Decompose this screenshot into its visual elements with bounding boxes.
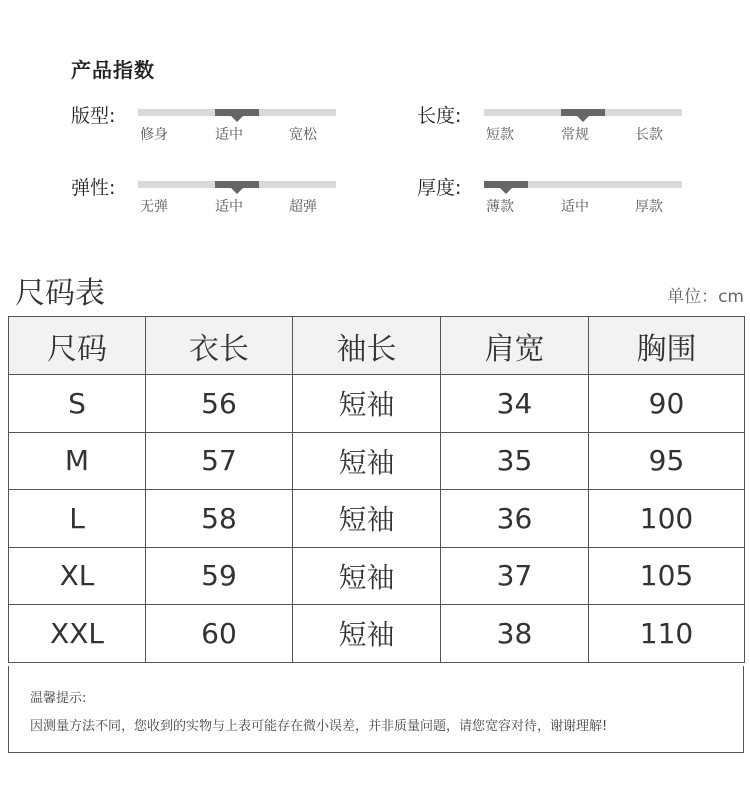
cell-chest: 90: [589, 375, 745, 433]
cell-length: 56: [146, 375, 293, 433]
cell-shoulder: 36: [441, 490, 589, 548]
cell-size: M: [9, 432, 146, 490]
table-header-row: [9, 317, 745, 375]
cell-chest: 95: [589, 432, 745, 490]
metric-track: [138, 109, 336, 116]
metric-option: 适中: [561, 199, 589, 215]
metric-indicator: [215, 181, 259, 188]
cell-shoulder: 35: [441, 432, 589, 490]
header-size: 尺码: [9, 317, 146, 375]
metric-pointer: [231, 116, 243, 122]
cell-size: XL: [9, 547, 146, 605]
metric-thickness: [417, 173, 717, 223]
cell-size: L: [9, 490, 146, 548]
metric-label: 厚度:: [417, 177, 462, 199]
metric-fit: [71, 101, 371, 151]
table-row: [9, 547, 745, 605]
metric-option: 常规: [561, 127, 589, 143]
cell-shoulder: 38: [441, 605, 589, 663]
size-chart-title: 尺码表: [15, 276, 105, 311]
cell-length: 58: [146, 490, 293, 548]
cell-sleeve: 短袖: [293, 490, 441, 548]
metric-indicator: [561, 109, 605, 116]
note-title: 温馨提示:: [30, 691, 87, 706]
metric-option: 适中: [215, 127, 243, 143]
cell-sleeve: 短袖: [293, 432, 441, 490]
note-box: [8, 666, 744, 753]
metric-option: 超弹: [289, 199, 317, 215]
metric-pointer: [577, 116, 589, 122]
metric-option: 无弹: [140, 199, 168, 215]
table-row: [9, 375, 745, 433]
metric-option: 宽松: [289, 127, 317, 143]
cell-sleeve: 短袖: [293, 605, 441, 663]
metric-indicator: [484, 181, 528, 188]
metric-track: [484, 109, 682, 116]
header-chest: 胸围: [589, 317, 745, 375]
metric-option: 长款: [635, 127, 663, 143]
header-shoulder: 肩宽: [441, 317, 589, 375]
cell-length: 59: [146, 547, 293, 605]
metric-option: 薄款: [486, 199, 514, 215]
metric-label: 弹性:: [71, 177, 116, 199]
unit-label: 单位：cm: [667, 287, 744, 307]
cell-shoulder: 34: [441, 375, 589, 433]
size-table: [8, 316, 745, 663]
cell-sleeve: 短袖: [293, 375, 441, 433]
cell-size: S: [9, 375, 146, 433]
table-row: [9, 490, 745, 548]
cell-shoulder: 37: [441, 547, 589, 605]
cell-length: 60: [146, 605, 293, 663]
cell-chest: 105: [589, 547, 745, 605]
metric-option: 短款: [486, 127, 514, 143]
metric-indicator: [215, 109, 259, 116]
cell-sleeve: 短袖: [293, 547, 441, 605]
cell-chest: 110: [589, 605, 745, 663]
header-sleeve: 袖长: [293, 317, 441, 375]
metric-label: 长度:: [417, 105, 462, 127]
metric-pointer: [231, 188, 243, 194]
table-row: [9, 605, 745, 663]
note-text: 因测量方法不同，您收到的实物与上表可能存在微小误差，并非质量问题，请您宽容对待，谢谢理解!: [30, 719, 608, 734]
metric-label: 版型:: [71, 105, 116, 127]
cell-length: 57: [146, 432, 293, 490]
product-indices-title: 产品指数: [71, 58, 155, 82]
metric-option: 修身: [140, 127, 168, 143]
metric-track: [138, 181, 336, 188]
metric-option: 厚款: [635, 199, 663, 215]
table-row: [9, 432, 745, 490]
cell-size: XXL: [9, 605, 146, 663]
metric-elasticity: [71, 173, 371, 223]
cell-chest: 100: [589, 490, 745, 548]
metric-pointer: [500, 188, 512, 194]
metric-track: [484, 181, 682, 188]
metric-length: [417, 101, 717, 151]
metric-option: 适中: [215, 199, 243, 215]
header-length: 衣长: [146, 317, 293, 375]
